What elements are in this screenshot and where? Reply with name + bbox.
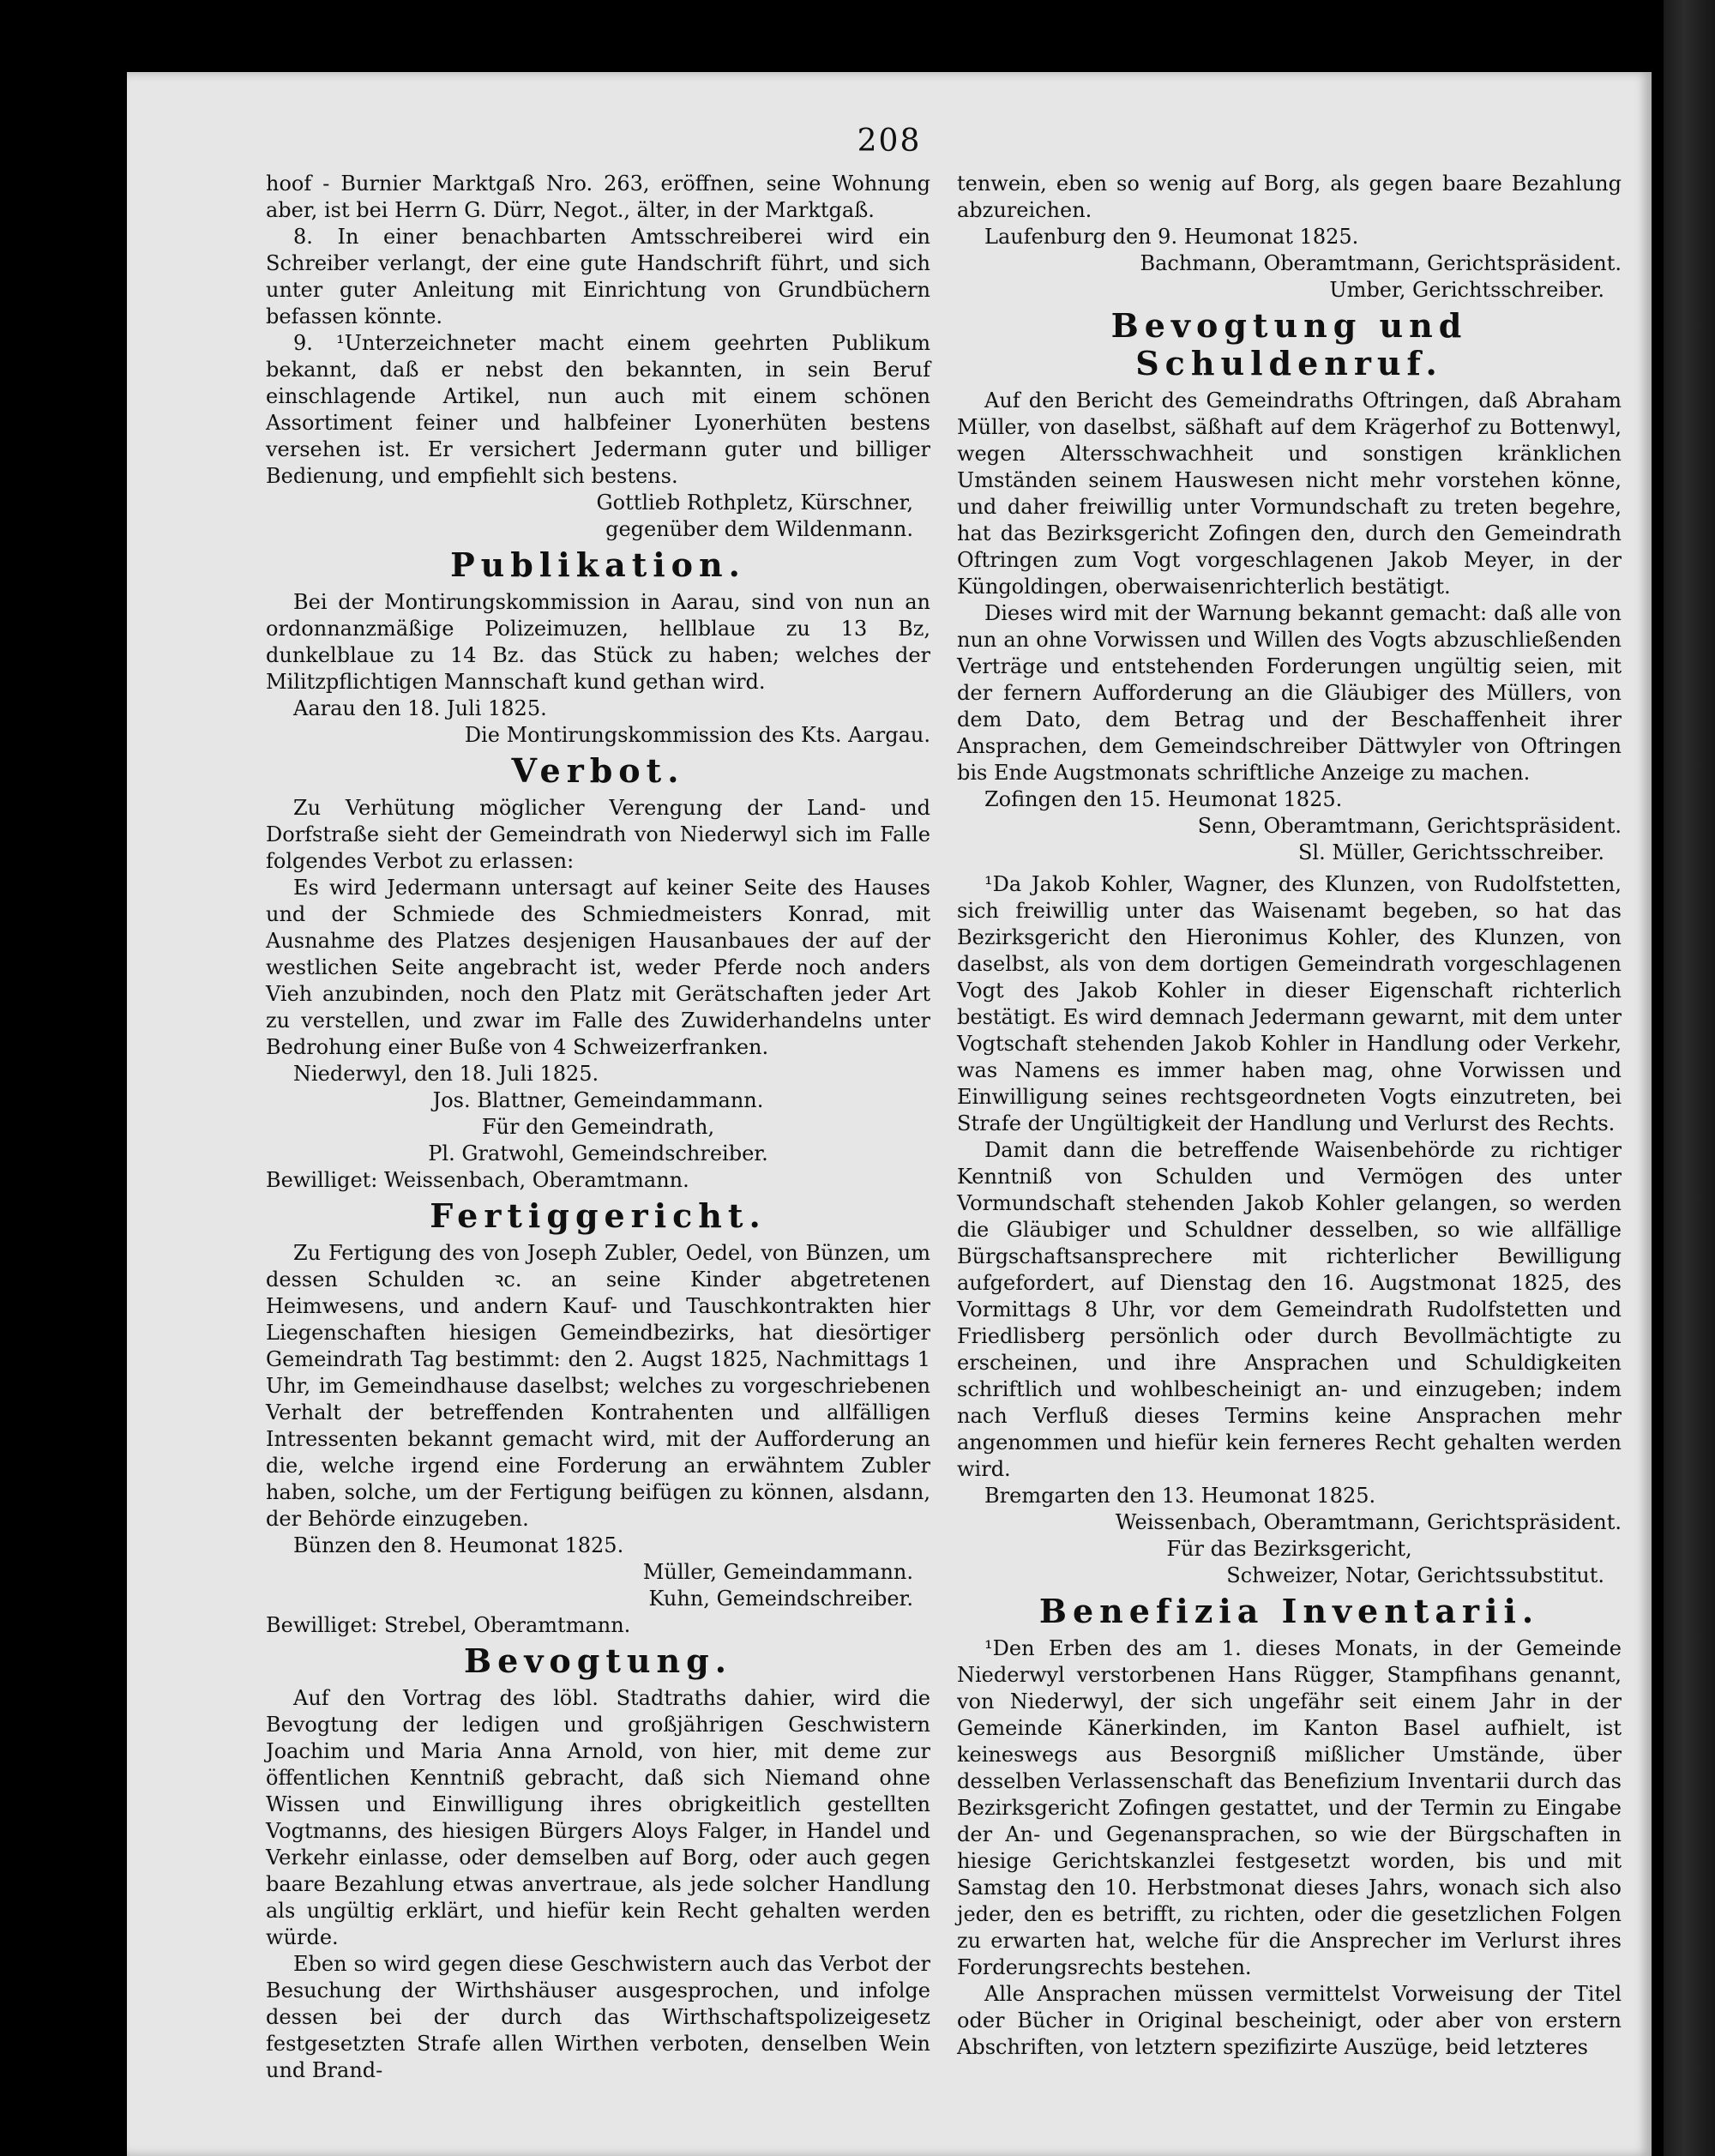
date-line: Bünzen den 8. Heumonat 1825. [293, 1533, 624, 1557]
newspaper-page [127, 72, 1652, 2156]
signature: Weissenbach, Oberamtmann, Gerichtspräsident. [1115, 1510, 1622, 1534]
date-line: Aarau den 18. Juli 1825. [293, 696, 547, 720]
date-line: Bremgarten den 13. Heumonat 1825. [984, 1484, 1376, 1508]
right-column [957, 171, 1622, 2061]
paragraph: Dieses wird mit der Warnung bekannt gemacht: daß alle von nun an ohne Vorwissen und Willen des Vogts abzuschließenden Verträge und entstehenden Forderungen ungültig seien, mit der fernern Aufforderung an die Gläubiger des Müllers, von dem Dato, dem Betrag und der Beschaffenheit ihrer Ansprachen, dem Gemeindschreiber Dättwyler von Oftringen bis Ende Augstmonats schriftliche Anzeige zu machen. [957, 601, 1622, 785]
paragraph: 8. In einer benachbarten Amtsschreiberei wird ein Schreiber verlangt, der eine gute Handschrift führt, und sich unter guter Anleitung mit Einrichtung von Grundbüchern befassen könnte. [266, 225, 930, 328]
signature: gegenüber dem Wildenmann. [605, 517, 913, 541]
paragraph: 9. ¹Unterzeichneter macht einem geehrten Publikum bekannt, daß er nebst den bekannten, in sein Beruf einschlagende Artikel, nun auch mit einem schönen Assortiment feiner und halbfeiner Lyonerhüten bestens versehen ist. Er versichert Jedermann guter und billiger Bedienung, und empfiehlt sich bestens. [266, 331, 930, 488]
paragraph: Bei der Montirungskommission in Aarau, sind von nun an ordonnanzmäßige Polizeimuzen, hellblaue zu 13 Bz, dunkelblaue zu 14 Bz. das Stück zu haben; welches der Militzpflichtigen Mannschaft kund gethan wird. [266, 590, 930, 694]
paragraph: Auf den Bericht des Gemeindraths Oftringen, daß Abraham Müller, von daselbst, säßhaft auf dem Krägerhof zu Bottenwyl, wegen Altersschwachheit und sonstigen kränklichen Umständen seinem Hauswesen nicht mehr vorstehen könne, und daher freiwillig unter Vormundschaft zu treten begehre, hat das Bezirksgericht Zofingen den, durch den Gemeindrath Oftringen zum Vogt vorgeschlagenen Jakob Meyer, in der Küngoldingen, oberwaisenrichterlich bestätigt. [957, 388, 1622, 599]
signature: Bachmann, Oberamtmann, Gerichtspräsident. [1140, 251, 1622, 275]
approval-line: Bewilliget: Weissenbach, Oberamtmann. [266, 1168, 689, 1192]
page-number: 208 [857, 123, 922, 159]
left-column [266, 171, 930, 2084]
paragraph: ¹Da Jakob Kohler, Wagner, des Klunzen, von Rudolfstetten, sich freiwillig unter das Waisenamt begeben, so hat das Bezirksgericht den Hieronimus Kohler, des Klunzen, von daselbst, als von dem dortigen Gemeindrath vorgeschlagenen Vogt des Jakob Kohler in dieser Eigenschaft richterlich bestätigt. Es wird demnach Jedermann gewarnt, mit dem unter Vogtschaft stehenden Jakob Kohler in Handlung oder Verkehr, was Namens es immer haben mag, ohne Vorwissen und Einwilligung seines rechtsgeordneten Vogts einzutreten, bei Strafe der Ungültigkeit der Handlung und Verlurst des Rechts. [957, 872, 1622, 1135]
signature: Jos. Blattner, Gemeindammann. [432, 1088, 764, 1112]
signature: Pl. Gratwohl, Gemeindschreiber. [428, 1141, 768, 1165]
date-line: Zofingen den 15. Heumonat 1825. [984, 787, 1343, 811]
paragraph: Eben so wird gegen diese Geschwistern auch das Verbot der Besuchung der Wirthshäuser ausgesprochen, und infolge dessen bei der durch das Wirthschaftspolizeigesetz festgesetzten Strafe allen Wirthen verboten, denselben Wein und Brand- [266, 1952, 930, 2082]
signature: Senn, Oberamtmann, Gerichtspräsident. [1197, 814, 1622, 838]
signature: Für das Bezirksgericht, [1166, 1537, 1412, 1561]
date-line: Laufenburg den 9. Heumonat 1825. [984, 225, 1359, 249]
paragraph: Es wird Jedermann untersagt auf keiner Seite des Hauses und der Schmiede des Schmiedmeisters Konrad, mit Ausnahme des Platzes desjenigen Hausanbaues der auf der westlichen Seite angebracht ist, weder Pferde noch anders Vieh anzubinden, noch den Platz mit Gerätschaften jeder Art zu verstellen, und zwar im Falle des Zuwiderhandelns unter Bedrohung einer Buße von 4 Schweizerfranken. [266, 876, 930, 1059]
signature: Umber, Gerichtsschreiber. [1329, 278, 1604, 302]
signature: Schweizer, Notar, Gerichtssubstitut. [1226, 1563, 1604, 1587]
section-heading: Fertiggericht. [430, 1196, 767, 1235]
signature: Müller, Gemeindammann. [642, 1560, 913, 1584]
section-heading: Bevogtung. [464, 1641, 732, 1680]
paragraph: Alle Ansprachen müssen vermittelst Vorweisung der Titel oder Bücher in Original bescheinigt, oder aber von erstern Abschriften, von letztern spezifizirte Auszüge, beid letzteres [957, 1982, 1622, 2059]
paragraph: Auf den Vortrag des löbl. Stadtraths dahier, wird die Bevogtung der ledigen und großjährigen Geschwistern Joachim und Maria Anna Arnold, von hier, mit deme zur öffentlichen Kenntniß gebracht, daß sich Niemand ohne Wissen und Einwilligung ihres obrigkeitlich gestellten Vogtmanns, des hiesigen Bürgers Aloys Falger, in Handel und Verkehr einlasse, oder demselben auf Borg, oder auch gegen baare Bezahlung etwas anvertraue, als jede solcher Handlung als ungültig erklärt, und hiefür kein Recht gehalten werden würde. [266, 1686, 930, 1949]
section-heading: Benefizia Inventarii. [1038, 1592, 1540, 1630]
approval-line: Bewilliget: Strebel, Oberamtmann. [266, 1613, 631, 1637]
paragraph: Zu Fertigung des von Joseph Zubler, Oedel, von Bünzen, um dessen Schulden ꝛc. an seine Kinder abgetretenen Heimwesens, und andern Kauf- und Tauschkontrakten hier Liegenschaften hiesigen Gemeindbezirks, hat diesörtiger Gemeindrath Tag bestimmt: den 2. Augst 1825, Nachmittags 1 Uhr, im Gemeindhause daselbst; welches zu vorgeschriebenen Verhalt der betreffenden Kontrahenten und allfälligen Intressenten bekannt gemacht wird, mit der Aufforderung an die, welche irgend eine Forderung an erwähntem Zubler haben, solche, um der Fertigung beifügen zu können, alsdann, der Behörde einzugeben. [266, 1241, 930, 1531]
paragraph: ¹Den Erben des am 1. dieses Monats, in der Gemeinde Niederwyl verstorbenen Hans Rügger, Stampfihans genannt, von Niederwyl, der sich ungefähr seit einem Jahr in der Gemeinde Känerkinden, im Kanton Basel aufhielt, ist keineswegs aus Besorgniß mißlicher Umstände, über desselben Verlassenschaft das Benefizium Inventarii durch das Bezirksgericht Zofingen gestattet, und der Termin zu Eingabe der An- und Gegenansprachen, so wie der Bürgschaften in hiesige Gerichtskanzlei festgesetzt worden, bis und mit Samstag den 10. Herbstmonat dieses Jahrs, wonach sich also jeder, den es betrifft, zu richten, oder die gesetzlichen Folgen zu erwarten hat, welche für die Ansprecher im Verlurst ihres Forderungsrechts bestehen. [957, 1636, 1622, 1979]
paragraph: Damit dann die betreffende Waisenbehörde zu richtiger Kenntniß von Schulden und Vermögen des unter Vormundschaft stehenden Jakob Kohler gelangen, so werden die Gläubiger und Schuldner desselben, so wie allfällige Bürgschaftsansprechere mit richterlicher Bewilligung aufgefordert, auf Dienstag den 16. Augstmonat 1825, des Vormittags 8 Uhr, vor dem Gemeindrath Rudolfstetten und Friedlisberg persönlich oder durch Bevollmächtigte zu erscheinen, und ihre Ansprachen und Schuldigkeiten schriftlich und wohlbescheinigt an- und einzugeben; indem nach Verfluß dieses Termins keine Ansprachen mehr angenommen und hiefür kein ferneres Recht gehalten werden wird. [957, 1138, 1622, 1481]
signature: Für den Gemeindrath, [481, 1115, 715, 1139]
paragraph: hoof - Burnier Marktgaß Nro. 263, eröffnen, seine Wohnung aber, ist bei Herrn G. Dürr, Negot., älter, in der Marktgaß. [266, 172, 930, 222]
section-heading: Verbot. [511, 751, 685, 790]
signature: Gottlieb Rothpletz, Kürschner, [596, 491, 913, 515]
signature: Kuhn, Gemeindschreiber. [648, 1587, 913, 1611]
scan-background-strip [1664, 0, 1715, 2156]
section-heading: Publikation. [450, 545, 746, 584]
date-line: Niederwyl, den 18. Juli 1825. [293, 1062, 599, 1086]
signature: Sl. Müller, Gerichtsschreiber. [1297, 840, 1604, 864]
paragraph: Zu Verhütung möglicher Verengung der Land- und Dorfstraße sieht der Gemeindrath von Niederwyl sich im Falle folgendes Verbot zu erlassen: [266, 796, 930, 873]
signature: Die Montirungskommission des Kts. Aargau. [464, 723, 930, 747]
paragraph: tenwein, eben so wenig auf Borg, als gegen baare Bezahlung abzureichen. [957, 172, 1622, 222]
section-heading: Bevogtung und Schuldenruf. [1110, 306, 1468, 382]
